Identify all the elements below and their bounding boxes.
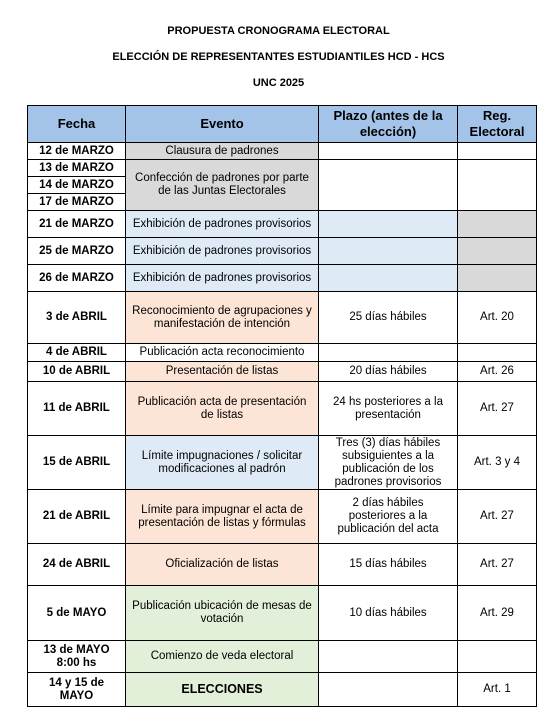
date-cell: 24 de ABRIL: [28, 544, 126, 586]
deadline-cell: 10 días hábiles: [319, 586, 458, 641]
regulation-cell: Art. 3 y 4: [458, 436, 537, 490]
table-row: [28, 143, 537, 160]
event-cell: Publicación acta de presentación de listas: [126, 382, 319, 436]
event-cell: Confección de padrones por parte de las Juntas Electorales: [126, 160, 319, 211]
regulation-cell: Art. 29: [458, 586, 537, 641]
deadline-cell: 15 días hábiles: [319, 544, 458, 586]
date-cell: 26 de MARZO: [28, 265, 126, 292]
regulation-cell: [458, 265, 537, 292]
date-cell: 25 de MARZO: [28, 238, 126, 265]
deadline-cell: [319, 265, 458, 292]
table-row: [28, 292, 537, 344]
date-cell: 11 de ABRIL: [28, 382, 126, 436]
date-cell: 14 y 15 de MAYO: [28, 673, 126, 707]
event-cell: Publicación ubicación de mesas de votación: [126, 586, 319, 641]
regulation-cell: Art. 27: [458, 544, 537, 586]
event-cell: Exhibición de padrones provisorios: [126, 238, 319, 265]
regulation-cell: Art. 27: [458, 382, 537, 436]
event-cell: Límite impugnaciones / solicitar modificaciones al padrón: [126, 436, 319, 490]
regulation-cell: Art. 27: [458, 490, 537, 544]
event-cell: Publicación acta reconocimiento: [126, 344, 319, 362]
table-row: [28, 382, 537, 436]
date-cell: 17 de MARZO: [28, 194, 126, 211]
event-cell: Reconocimiento de agrupaciones y manifestación de intención: [126, 292, 319, 344]
table-row: [28, 544, 537, 586]
table-row: [28, 344, 537, 362]
regulation-cell: Art. 1: [458, 673, 537, 707]
date-cell: 10 de ABRIL: [28, 362, 126, 382]
event-cell: Comienzo de veda electoral: [126, 641, 319, 673]
column-header-reg: Reg. Electoral: [458, 106, 537, 143]
date-cell: 13 de MARZO: [28, 160, 126, 177]
column-header-evento: Evento: [126, 106, 319, 143]
regulation-cell: [458, 211, 537, 238]
document-title: PROPUESTA CRONOGRAMA ELECTORAL: [167, 25, 390, 37]
deadline-cell: 24 hs posteriores a la presentación: [319, 382, 458, 436]
table-row: [28, 436, 537, 490]
date-cell: 21 de ABRIL: [28, 490, 126, 544]
event-cell: Exhibición de padrones provisorios: [126, 265, 319, 292]
column-header-plazo: Plazo (antes de la elección): [319, 106, 458, 143]
date-cell: 14 de MARZO: [28, 177, 126, 194]
table-row: [28, 238, 537, 265]
schedule-table: [27, 105, 537, 707]
regulation-cell: Art. 26: [458, 362, 537, 382]
date-cell: 4 de ABRIL: [28, 344, 126, 362]
table-row: [28, 490, 537, 544]
regulation-cell: [458, 143, 537, 160]
regulation-cell: Art. 20: [458, 292, 537, 344]
deadline-cell: 2 días hábiles posteriores a la publicación del acta: [319, 490, 458, 544]
deadline-cell: [319, 211, 458, 238]
regulation-cell: [458, 641, 537, 673]
event-cell: ELECCIONES: [126, 673, 319, 707]
table-row: [28, 586, 537, 641]
deadline-cell: [319, 344, 458, 362]
deadline-cell: [319, 143, 458, 160]
table-header-row: [28, 106, 537, 143]
deadline-cell: [319, 238, 458, 265]
table-row: [28, 362, 537, 382]
event-cell: Límite para impugnar el acta de presentación de listas y fórmulas: [126, 490, 319, 544]
deadline-cell: [319, 160, 458, 211]
date-cell: 12 de MARZO: [28, 143, 126, 160]
date-cell: 15 de ABRIL: [28, 436, 126, 490]
deadline-cell: [319, 673, 458, 707]
date-cell: 13 de MAYO 8:00 hs: [28, 641, 126, 673]
table-row: [28, 641, 537, 673]
date-cell: 5 de MAYO: [28, 586, 126, 641]
date-cell: 3 de ABRIL: [28, 292, 126, 344]
document-year: UNC 2025: [252, 77, 305, 89]
table-row: [28, 265, 537, 292]
deadline-cell: 20 días hábiles: [319, 362, 458, 382]
deadline-cell: 25 días hábiles: [319, 292, 458, 344]
document-subtitle: ELECCIÓN DE REPRESENTANTES ESTUDIANTILES HCD - HCS: [112, 51, 445, 63]
deadline-cell: Tres (3) días hábiles subsiguientes a la publicación de los padrones provisorios: [319, 436, 458, 490]
date-cell: 21 de MARZO: [28, 211, 126, 238]
regulation-cell: [458, 238, 537, 265]
regulation-cell: [458, 160, 537, 211]
column-header-fecha: Fecha: [28, 106, 126, 143]
event-cell: Exhibición de padrones provisorios: [126, 211, 319, 238]
deadline-cell: [319, 641, 458, 673]
table-row: [28, 211, 537, 238]
table-row: [28, 673, 537, 707]
table-row: [28, 160, 537, 177]
event-cell: Oficialización de listas: [126, 544, 319, 586]
event-cell: Presentación de listas: [126, 362, 319, 382]
regulation-cell: [458, 344, 537, 362]
event-cell: Clausura de padrones: [126, 143, 319, 160]
